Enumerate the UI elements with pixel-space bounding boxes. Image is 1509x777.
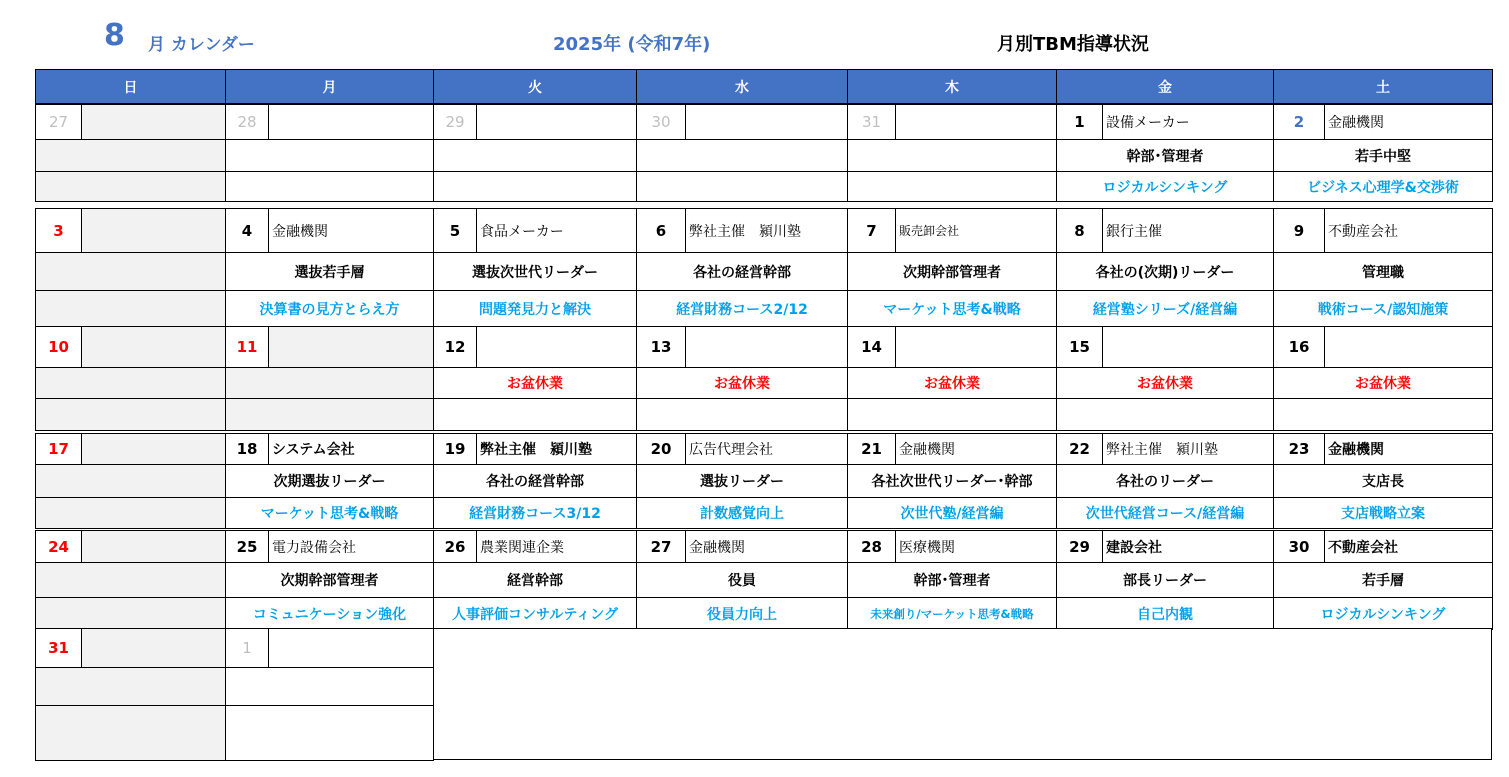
day-number: 12 (434, 327, 477, 367)
weekday-header-mon: 月 (225, 69, 434, 104)
day-number: 27 (637, 531, 686, 562)
day-cell[interactable] (35, 326, 226, 368)
day-cell[interactable] (636, 433, 848, 465)
day-cell[interactable] (433, 433, 637, 465)
day-number: 1 (226, 629, 269, 667)
day-cell[interactable] (225, 104, 434, 140)
day-cell[interactable] (1273, 104, 1493, 140)
course-title: コミュニケーション強化 (225, 597, 434, 630)
target-audience: 幹部･管理者 (1056, 139, 1274, 172)
day-cell[interactable] (225, 628, 434, 668)
day-cell[interactable] (35, 104, 226, 140)
calendar-grid (35, 69, 1492, 762)
target-audience: 若手中堅 (1273, 139, 1493, 172)
day-number: 23 (1274, 434, 1325, 464)
target-audience: 管理職 (1273, 252, 1493, 291)
client-name: 広告代理会社 (689, 442, 773, 458)
day-cell[interactable] (35, 628, 226, 668)
client-name: 建設会社 (1106, 539, 1162, 556)
holiday-label: お盆休業 (636, 367, 848, 399)
course-title: 問題発見力と解決 (433, 290, 637, 328)
course-title (1273, 398, 1493, 431)
client-name (686, 327, 848, 367)
day-cell[interactable] (1273, 530, 1493, 563)
day-cell[interactable] (433, 530, 637, 563)
client-name: 不動産会社 (1328, 539, 1398, 556)
target-audience (225, 667, 434, 706)
weekday-header-fri: 金 (1056, 69, 1274, 104)
target-audience (35, 464, 226, 498)
course-title (636, 398, 848, 431)
empty-fill (82, 105, 225, 139)
client-name: 不動産会社 (1328, 223, 1398, 240)
day-cell[interactable] (1273, 326, 1493, 368)
weekday-header-thu: 木 (847, 69, 1057, 104)
target-audience: 選抜次世代リーダー (433, 252, 637, 291)
day-cell[interactable] (847, 530, 1057, 563)
weekday-header-sat: 土 (1273, 69, 1493, 104)
client-name: 銀行主催 (1106, 223, 1162, 240)
target-audience: 若手層 (1273, 562, 1493, 598)
day-cell[interactable] (1273, 433, 1493, 465)
day-number: 5 (434, 209, 477, 252)
course-title: 次世代経営コース/経営編 (1056, 497, 1274, 529)
target-audience (225, 367, 434, 399)
target-audience: 次期選抜リーダー (225, 464, 434, 498)
client-name: 医療機関 (899, 539, 955, 556)
day-number: 24 (36, 531, 82, 562)
empty-area (433, 628, 1492, 760)
client-name: 電力設備会社 (272, 539, 356, 556)
course-title (433, 398, 637, 431)
client-name: システム会社 (272, 442, 355, 458)
client-name (686, 105, 848, 139)
weekday-header-row (35, 69, 1492, 104)
day-number: 1 (1057, 105, 1103, 139)
day-number: 7 (848, 209, 896, 252)
client-name (896, 105, 1057, 139)
client-name: 弊社主催 潁川塾 (1106, 442, 1218, 458)
client-name: 農業関連企業 (480, 539, 564, 556)
report-title: 月別TBM指導状況 (997, 34, 1149, 55)
target-audience: 経営幹部 (433, 562, 637, 598)
day-number: 13 (637, 327, 686, 367)
day-cell[interactable] (847, 208, 1057, 253)
day-cell[interactable] (433, 208, 637, 253)
empty-fill (82, 434, 225, 464)
target-audience: 次期幹部管理者 (225, 562, 434, 598)
day-number: 22 (1057, 434, 1103, 464)
target-audience: 各社のリーダー (1056, 464, 1274, 498)
course-title: 経営塾シリーズ/経営編 (1056, 290, 1274, 328)
day-cell[interactable] (847, 326, 1057, 368)
day-number: 21 (848, 434, 896, 464)
target-audience (35, 667, 226, 706)
target-audience (225, 139, 434, 172)
course-title: マーケット思考&戦略 (847, 290, 1057, 328)
day-cell[interactable] (225, 326, 434, 368)
target-audience: 選抜若手層 (225, 252, 434, 291)
target-audience: 各社次世代リーダー･幹部 (847, 464, 1057, 498)
client-name (477, 327, 637, 367)
course-title: 人事評価コンサルティング (433, 597, 637, 630)
day-cell[interactable] (1056, 433, 1274, 465)
client-name (896, 327, 1057, 367)
course-title: 決算書の見方とらえ方 (225, 290, 434, 328)
day-cell[interactable] (35, 433, 226, 465)
course-title (35, 398, 226, 431)
course-title (636, 171, 848, 202)
target-audience: 支店長 (1273, 464, 1493, 498)
weekday-header-wed: 水 (636, 69, 848, 104)
day-cell[interactable] (636, 326, 848, 368)
day-number: 17 (36, 434, 82, 464)
target-audience (35, 562, 226, 598)
course-title (847, 398, 1057, 431)
course-title: 未来創り/マーケット思考&戦略 (847, 597, 1057, 630)
day-cell[interactable] (1056, 530, 1274, 563)
target-audience (847, 139, 1057, 172)
day-number: 19 (434, 434, 477, 464)
day-number: 20 (637, 434, 686, 464)
client-name (1103, 327, 1274, 367)
day-cell[interactable] (847, 104, 1057, 140)
course-title (847, 171, 1057, 202)
day-cell[interactable] (35, 530, 226, 563)
day-cell[interactable] (433, 104, 637, 140)
weekday-header-tue: 火 (433, 69, 637, 104)
client-name (269, 629, 434, 667)
day-number: 18 (226, 434, 269, 464)
target-audience (636, 139, 848, 172)
day-number: 16 (1274, 327, 1325, 367)
weekday-header-sun: 日 (35, 69, 226, 104)
course-title: ロジカルシンキング (1273, 597, 1493, 630)
day-number: 8 (1057, 209, 1103, 252)
course-title (35, 705, 226, 761)
day-cell[interactable] (225, 433, 434, 465)
day-number: 6 (637, 209, 686, 252)
empty-fill (82, 209, 225, 252)
client-name: 食品メーカー (480, 223, 564, 240)
course-title (225, 171, 434, 202)
target-audience (35, 252, 226, 291)
day-number: 31 (848, 105, 896, 139)
course-title (35, 497, 226, 529)
client-name: 販売卸会社 (899, 224, 960, 238)
target-audience: 各社の経営幹部 (636, 252, 848, 291)
course-title: 支店戦略立案 (1273, 497, 1493, 529)
day-cell[interactable] (1056, 208, 1274, 253)
day-number: 27 (36, 105, 82, 139)
target-audience: 各社の(次期)リーダー (1056, 252, 1274, 291)
client-name (1325, 327, 1493, 367)
holiday-label: お盆休業 (1056, 367, 1274, 399)
day-cell[interactable] (433, 326, 637, 368)
client-name (477, 105, 637, 139)
client-name: 金融機関 (272, 223, 328, 240)
course-title: 戦術コース/認知施策 (1273, 290, 1493, 328)
client-name: 弊社主催 潁川塾 (480, 442, 592, 458)
course-title (433, 171, 637, 202)
client-name: 金融機関 (689, 539, 745, 556)
course-title (225, 398, 434, 431)
month-number: 8 (104, 18, 125, 53)
day-number: 9 (1274, 209, 1325, 252)
course-title: 役員力向上 (636, 597, 848, 630)
target-audience: 幹部･管理者 (847, 562, 1057, 598)
course-title: 自己内観 (1056, 597, 1274, 630)
day-cell[interactable] (225, 208, 434, 253)
target-audience (35, 139, 226, 172)
course-title: 経営財務コース3/12 (433, 497, 637, 529)
year-label: 2025年 (令和7年) (553, 34, 711, 55)
target-audience: 役員 (636, 562, 848, 598)
target-audience: 選抜リーダー (636, 464, 848, 498)
day-number: 14 (848, 327, 896, 367)
day-number: 30 (637, 105, 686, 139)
target-audience: 各社の経営幹部 (433, 464, 637, 498)
day-number: 28 (226, 105, 269, 139)
day-number: 31 (36, 629, 82, 667)
day-number: 25 (226, 531, 269, 562)
empty-fill (82, 327, 225, 367)
day-number: 2 (1274, 105, 1325, 139)
day-number: 28 (848, 531, 896, 562)
course-title: 経営財務コース2/12 (636, 290, 848, 328)
day-cell[interactable] (225, 530, 434, 563)
day-cell[interactable] (847, 433, 1057, 465)
day-number: 10 (36, 327, 82, 367)
course-title: 計数感覚向上 (636, 497, 848, 529)
day-number: 29 (434, 105, 477, 139)
target-audience (433, 139, 637, 172)
course-title (1056, 398, 1274, 431)
client-name: 金融機関 (1328, 115, 1384, 131)
client-name: 設備メーカー (1106, 115, 1190, 131)
client-name: 金融機関 (899, 442, 955, 458)
target-audience: 部長リーダー (1056, 562, 1274, 598)
day-number: 4 (226, 209, 269, 252)
course-title: 次世代塾/経営編 (847, 497, 1057, 529)
course-title (35, 597, 226, 630)
day-cell[interactable] (35, 208, 226, 253)
day-cell[interactable] (636, 104, 848, 140)
course-title (35, 290, 226, 328)
holiday-label: お盆休業 (433, 367, 637, 399)
day-number: 29 (1057, 531, 1103, 562)
holiday-label: お盆休業 (1273, 367, 1493, 399)
client-name: 金融機関 (1328, 442, 1384, 458)
target-audience (35, 367, 226, 399)
empty-fill (269, 327, 433, 367)
client-name (269, 105, 434, 139)
course-title: マーケット思考&戦略 (225, 497, 434, 529)
day-number: 11 (226, 327, 269, 367)
holiday-label: お盆休業 (847, 367, 1057, 399)
day-number: 30 (1274, 531, 1325, 562)
day-cell[interactable] (636, 530, 848, 563)
empty-fill (82, 629, 225, 667)
day-cell[interactable] (1273, 208, 1493, 253)
empty-fill (82, 531, 225, 562)
client-name: 弊社主催 潁川塾 (689, 223, 801, 240)
day-cell[interactable] (1056, 104, 1274, 140)
day-number: 15 (1057, 327, 1103, 367)
day-cell[interactable] (1056, 326, 1274, 368)
day-number: 26 (434, 531, 477, 562)
course-title: ロジカルシンキング (1056, 171, 1274, 202)
day-number: 3 (36, 209, 82, 252)
day-cell[interactable] (636, 208, 848, 253)
target-audience: 次期幹部管理者 (847, 252, 1057, 291)
course-title (225, 705, 434, 761)
course-title (35, 171, 226, 202)
month-label: 月 カレンダー (148, 35, 255, 55)
course-title: ビジネス心理学&交渉術 (1273, 171, 1493, 202)
